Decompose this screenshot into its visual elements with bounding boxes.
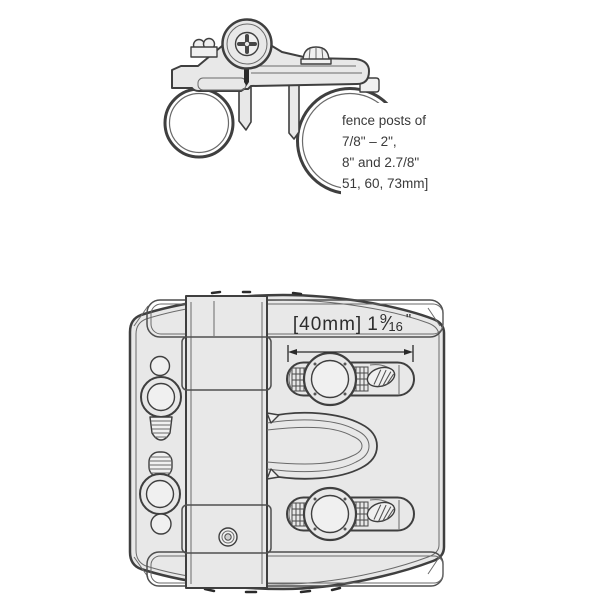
callout-line: 8" and 2.7/8"	[342, 155, 420, 170]
dimension-unit-mark: "	[405, 311, 412, 328]
callout-line: 51, 60, 73mm]	[342, 176, 429, 191]
left-lock-nut	[191, 39, 217, 58]
callout-note	[341, 103, 452, 200]
dimension-metric: [40mm]	[292, 314, 363, 335]
pivot-hinge	[223, 20, 272, 69]
rail-screw	[219, 528, 237, 546]
center-rail	[182, 296, 271, 588]
dimension-inch-whole: 1	[367, 314, 378, 335]
dimension-label	[284, 311, 420, 336]
hinge-body-drawing	[130, 292, 444, 592]
right-strap	[289, 84, 299, 139]
callout-line: 7/8" – 2",	[342, 134, 397, 149]
dome-nut	[301, 47, 331, 64]
callout-line: fence posts of	[342, 113, 427, 128]
center-tab	[239, 86, 251, 130]
left-post-ring	[165, 89, 233, 157]
dimension-fraction: $^9$⁄16	[379, 311, 403, 335]
